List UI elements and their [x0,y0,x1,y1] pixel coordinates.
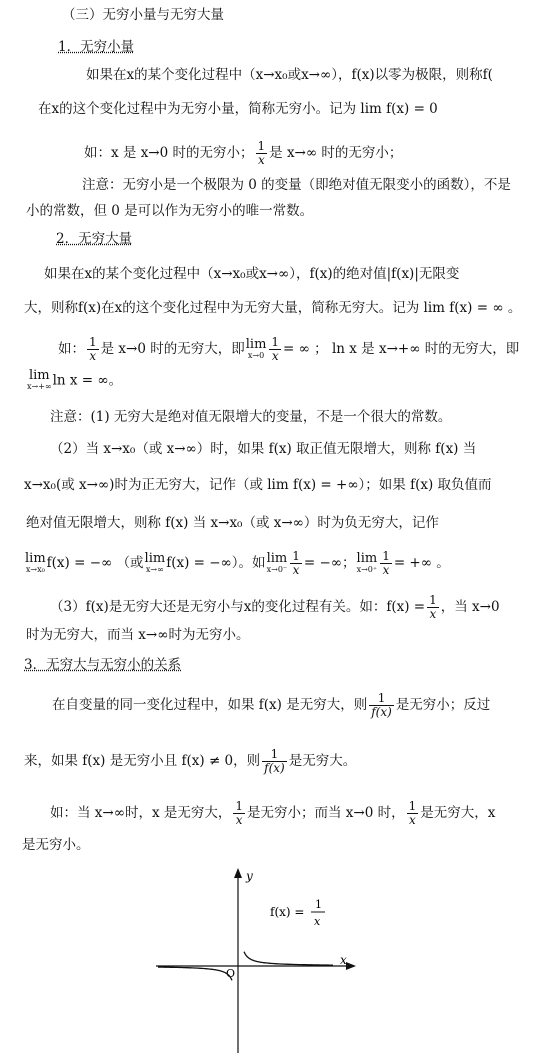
lim-sub: x→0⁺ [356,564,378,574]
example-infinity-a: 如： [58,341,85,357]
relation-line2 [24,748,356,775]
def-infinity-line1: 如果在x的某个变化过程中（x→x₀或x→∞），f(x)的绝对值|f(x)|无限变 [44,266,460,282]
fraction-one-over-fx [262,748,287,775]
neg-inf-c: = −∞； [303,555,356,571]
lim-sub: x→x₀ [25,564,45,574]
frac-denominator: x [235,813,243,827]
lim-text: lim [266,550,288,566]
lim-text: lim [245,336,267,352]
function-label-denominator: x [314,915,321,928]
limit-x-to-0 [245,336,267,361]
curve-branch-positive [244,952,333,965]
example-infinity-ln [26,370,122,392]
lim-text: lim [28,368,50,383]
frac-numerator: 1 [257,139,266,153]
relation-text-c: 来，如果 f(x) 是无穷小且 f(x) ≠ 0，则 [24,753,261,769]
example-infinitesimal [84,140,402,167]
relation-example-line1 [50,800,495,827]
y-axis-arrow [234,868,242,878]
section-title: （三）无穷小量与无穷大量 [62,7,224,23]
example-infinitesimal-a: 如：x 是 x→0 时的无穷小； [84,145,254,161]
fraction-one-over-x [290,550,302,577]
limit-x-to-inf [144,550,166,575]
relation-ex-b: 是无穷小；而当 x→0 时， [247,805,405,821]
frac-denominator: x [292,563,300,577]
def-infinity-line2: 大，则称f(x)在x的这个变化过程中为无穷大量，简称无穷大。记为 lim f(x) = ∞ 。 [24,300,522,316]
frac-numerator: 1 [408,799,417,813]
note-infinity-1: 注意：(1) 无穷大是绝对值无限增大的变量，不是一个很大的常数。 [50,409,452,425]
heading-infinity: 2．无穷大量 [56,231,133,247]
frac-numerator: 1 [235,799,244,813]
frac-numerator: 1 [89,335,97,349]
note3-text-b: ，当 x→0 [440,599,500,615]
example-infinity-c: = ∞ ； ln x 是 x→+∞ 时的无穷大，即 [283,341,520,357]
frac-numerator: 1 [271,335,280,349]
relation-ex-c: 是无穷大，x [420,805,496,821]
limit-x-to-x0 [25,550,46,575]
lim-sub: x→+∞ [27,382,52,391]
ln-infinity-text: ln x = ∞。 [52,372,123,389]
frac-denominator: f(x) [264,761,285,775]
note-infinity-3a [50,594,500,621]
fraction-one-over-x [256,140,268,167]
def-infinitesimal-line1: 如果在x的某个变化过程中（x→x₀或x→∞），f(x)以零为极限，则称f( [86,67,493,83]
lim-sub: x→0⁻ [266,564,288,574]
limit-x-to-0-plus [356,550,378,575]
heading-relation: 3．无穷大与无穷小的关系 [24,657,182,673]
note-infinitesimal-line2: 小的常数，但 0 是可以作为无穷小的唯一常数。 [26,203,314,219]
neg-inf-a: f(x) = −∞ （或 [46,555,144,571]
fraction-one-over-x [407,800,419,827]
x-axis-arrow [346,962,356,970]
note-infinity-2c: 绝对值无限增大，则称 f(x) 当 x→x₀（或 x→∞）时为负无穷大，记作 [26,515,439,531]
note3-text-a: （3）f(x)是无穷大还是无穷小与x的变化过程有关。如：f(x) = [50,599,426,615]
frac-denominator: x [89,349,97,363]
def-infinitesimal-line2: 在x的这个变化过程中为无穷小量，简称无穷小。记为 lim f(x) = 0 [38,101,438,117]
limit-x-to-plus-inf [27,370,52,392]
note-infinitesimal-line1: 注意：无穷小是一个极限为 0 的变量（即绝对值无限变小的函数），不是 [82,177,511,193]
neg-inf-d: = +∞ 。 [393,555,450,571]
frac-denominator: x [382,563,390,577]
frac-numerator: 1 [369,692,394,706]
frac-numerator: 1 [382,549,390,563]
lim-text: lim [144,550,166,566]
fraction-one-over-x [380,550,392,577]
relation-ex-a: 如：当 x→∞时，x 是无穷大， [50,805,232,821]
example-infinitesimal-b: 是 x→∞ 时的无穷小； [269,145,403,161]
relation-text-b: 是无穷小；反过 [395,697,491,713]
frac-denominator: x [257,153,265,167]
frac-numerator: 1 [429,593,437,607]
fraction-one-over-x [269,336,281,363]
note-infinity-3b: 时为无穷大，而当 x→∞时为无穷小。 [26,627,250,643]
example-infinity [58,336,519,363]
relation-example-line2: 是无穷小。 [22,837,90,853]
hyperbola-graph [150,868,360,1058]
frac-denominator: x [271,349,279,363]
lim-sub: x→∞ [145,564,164,574]
relation-text-d: 是无穷大。 [288,753,357,769]
lim-text: lim [356,550,378,566]
lim-sub: x→0 [247,350,265,360]
limit-x-to-0-minus [266,550,288,575]
frac-denominator: f(x) [371,705,392,719]
x-axis-label: x [340,953,347,967]
y-axis-label: y [246,869,253,883]
fraction-one-over-x [87,336,99,363]
note-infinity-2b: x→x₀(或 x→∞)时为正无穷大，记作（或 lim f(x) = +∞）；如果 f(x) 取负值而 [24,477,492,493]
relation-line1 [52,692,490,719]
frac-denominator: x [409,813,416,827]
frac-denominator: x [429,607,437,621]
note-infinity-2a: （2）当 x→x₀（或 x→∞）时，如果 f(x) 取正值无限增大，则称 f(x) 当 [50,441,477,457]
lim-text: lim [25,550,46,566]
fraction-one-over-x [233,800,245,827]
neg-inf-b: f(x) = −∞）。如 [166,555,266,571]
frac-numerator: 1 [292,549,300,563]
origin-label: O [226,967,236,980]
example-infinity-b: 是 x→0 时的无穷大，即 [100,341,245,357]
curve-branch-negative [158,967,232,980]
function-label: f(x) = [270,905,305,919]
heading-infinitesimal: 1．无穷小量 [58,39,135,55]
function-label-numerator: 1 [315,898,322,911]
frac-numerator: 1 [262,748,287,762]
relation-text-a: 在自变量的同一变化过程中，如果 f(x) 是无穷大，则 [52,697,368,713]
fraction-one-over-fx [369,692,394,719]
note-infinity-2d [24,550,450,577]
fraction-one-over-x [427,594,439,621]
